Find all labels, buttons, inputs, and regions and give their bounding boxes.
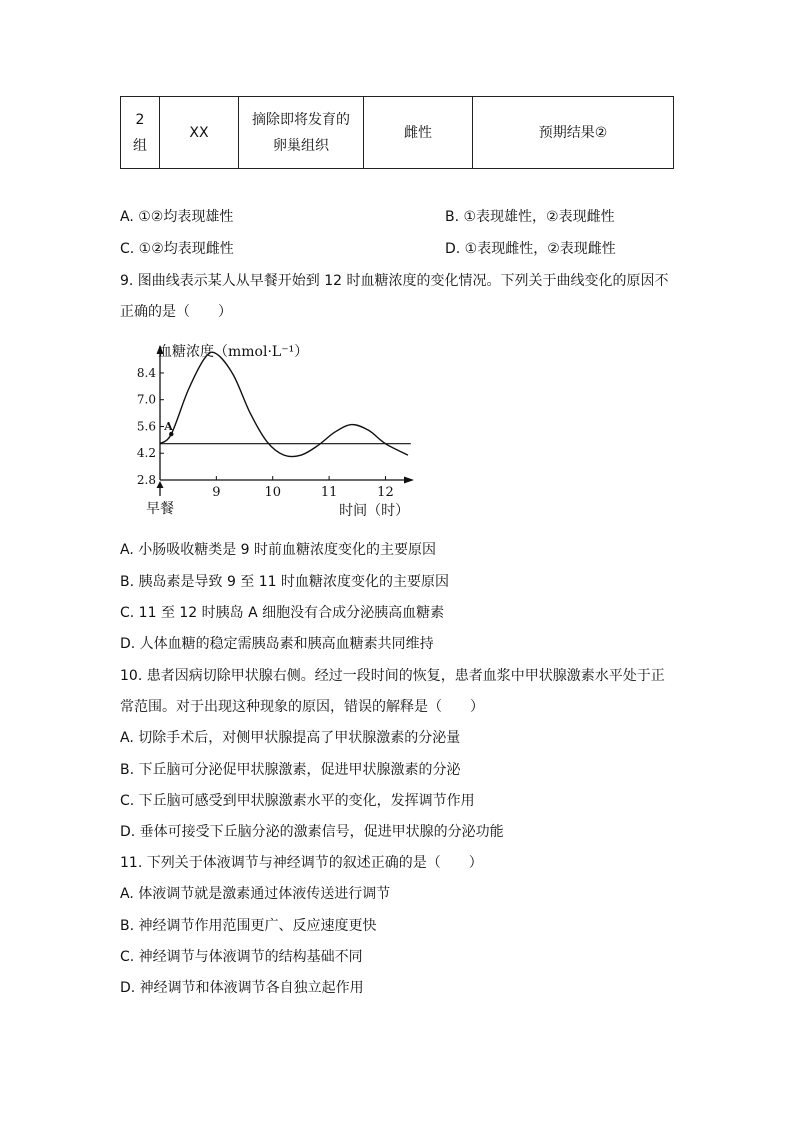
breakfast-arrow-head xyxy=(157,481,164,488)
group-suffix: 组 xyxy=(133,137,147,154)
q10-option-a: A. 切除手术后，对侧甲状腺提高了甲状腺激素的分泌量 xyxy=(120,730,461,746)
q10-option-b: B. 下丘脑可分泌促甲状腺激素，促进甲状腺激素的分泌 xyxy=(120,762,461,778)
y-tick-label: 8.4 xyxy=(136,365,156,380)
y-axis-label: 血糖浓度（mmol·L⁻¹） xyxy=(158,344,309,360)
treatment-cell xyxy=(239,97,364,169)
q8-option-b: B. ①表现雄性，②表现雌性 xyxy=(445,209,615,225)
result-cell: 预期结果② xyxy=(473,97,674,169)
chart-layer xyxy=(137,343,414,519)
q8-option-a: A. ①②均表现雄性 xyxy=(120,209,234,225)
treatment-line-2: 卵巢组织 xyxy=(273,137,329,154)
q11-option-b: B. 神经调节作用范围更广、反应速度更快 xyxy=(120,918,377,934)
group-cell xyxy=(121,97,160,169)
genotype-cell: XX xyxy=(160,97,239,169)
q9-option-d: D. 人体血糖的稳定需胰岛素和胰高血糖素共同维持 xyxy=(120,636,434,652)
q9-option-c: C. 11 至 12 时胰岛 A 细胞没有合成分泌胰高血糖素 xyxy=(120,605,445,621)
group-number: 2 xyxy=(135,111,145,128)
y-tick-label: 7.0 xyxy=(136,392,156,407)
q9-stem-line-2: 正确的是（ ） xyxy=(120,304,232,320)
glucose-curve xyxy=(160,352,408,456)
q9-stem-line-1: 9. 图曲线表示某人从早餐开始到 12 时血糖浓度的变化情况。下列关于曲线变化的原因不 xyxy=(120,273,669,289)
q9-option-b: B. 胰岛素是导致 9 至 11 时血糖浓度变化的主要原因 xyxy=(120,574,450,590)
q11-option-c: C. 神经调节与体液调节的结构基础不同 xyxy=(120,949,363,965)
q11-option-a: A. 体液调节就是激素通过体液传送进行调节 xyxy=(120,886,391,902)
q11-option-d: D. 神经调节和体液调节各自独立起作用 xyxy=(120,980,364,996)
blood-glucose-chart xyxy=(118,338,418,520)
x-tick-label: 10 xyxy=(264,485,282,500)
q9-option-a: A. 小肠吸收糖类是 9 时前血糖浓度变化的主要原因 xyxy=(120,542,437,558)
q8-option-d: D. ①表现雌性，②表现雌性 xyxy=(445,241,616,257)
experiment-table xyxy=(120,96,674,169)
breakfast-label: 早餐 xyxy=(146,501,174,517)
q10-option-c: C. 下丘脑可感受到甲状腺激素水平的变化，发挥调节作用 xyxy=(120,793,475,809)
x-tick-label: 11 xyxy=(320,485,338,500)
q10-option-d: D. 垂体可接受下丘脑分泌的激素信号，促进甲状腺的分泌功能 xyxy=(120,824,504,840)
sex-cell: 雌性 xyxy=(364,97,473,169)
q10-stem-line-1: 10. 患者因病切除甲状腺右侧。经过一段时间的恢复，患者血浆中甲状腺激素水平处于正 xyxy=(120,668,665,684)
treatment-line-1: 摘除即将发育的 xyxy=(252,111,350,128)
q10-stem-line-2: 常范围。对于出现这种现象的原因，错误的解释是（ ） xyxy=(120,699,484,715)
y-tick-label: 5.6 xyxy=(136,419,156,434)
q8-option-c: C. ①②均表现雌性 xyxy=(120,241,234,257)
y-tick-label: 4.2 xyxy=(136,446,156,461)
point-a-label: A xyxy=(164,420,173,434)
x-tick-label: 12 xyxy=(377,485,394,500)
y-tick-label: 2.8 xyxy=(136,473,156,487)
q11-stem: 11. 下列关于体液调节与神经调节的叙述正确的是（ ） xyxy=(120,855,483,871)
x-tick-label: 9 xyxy=(212,485,221,500)
x-axis-label: 时间（时） xyxy=(339,503,410,519)
table-row xyxy=(121,97,674,169)
x-axis-arrow xyxy=(404,477,414,484)
